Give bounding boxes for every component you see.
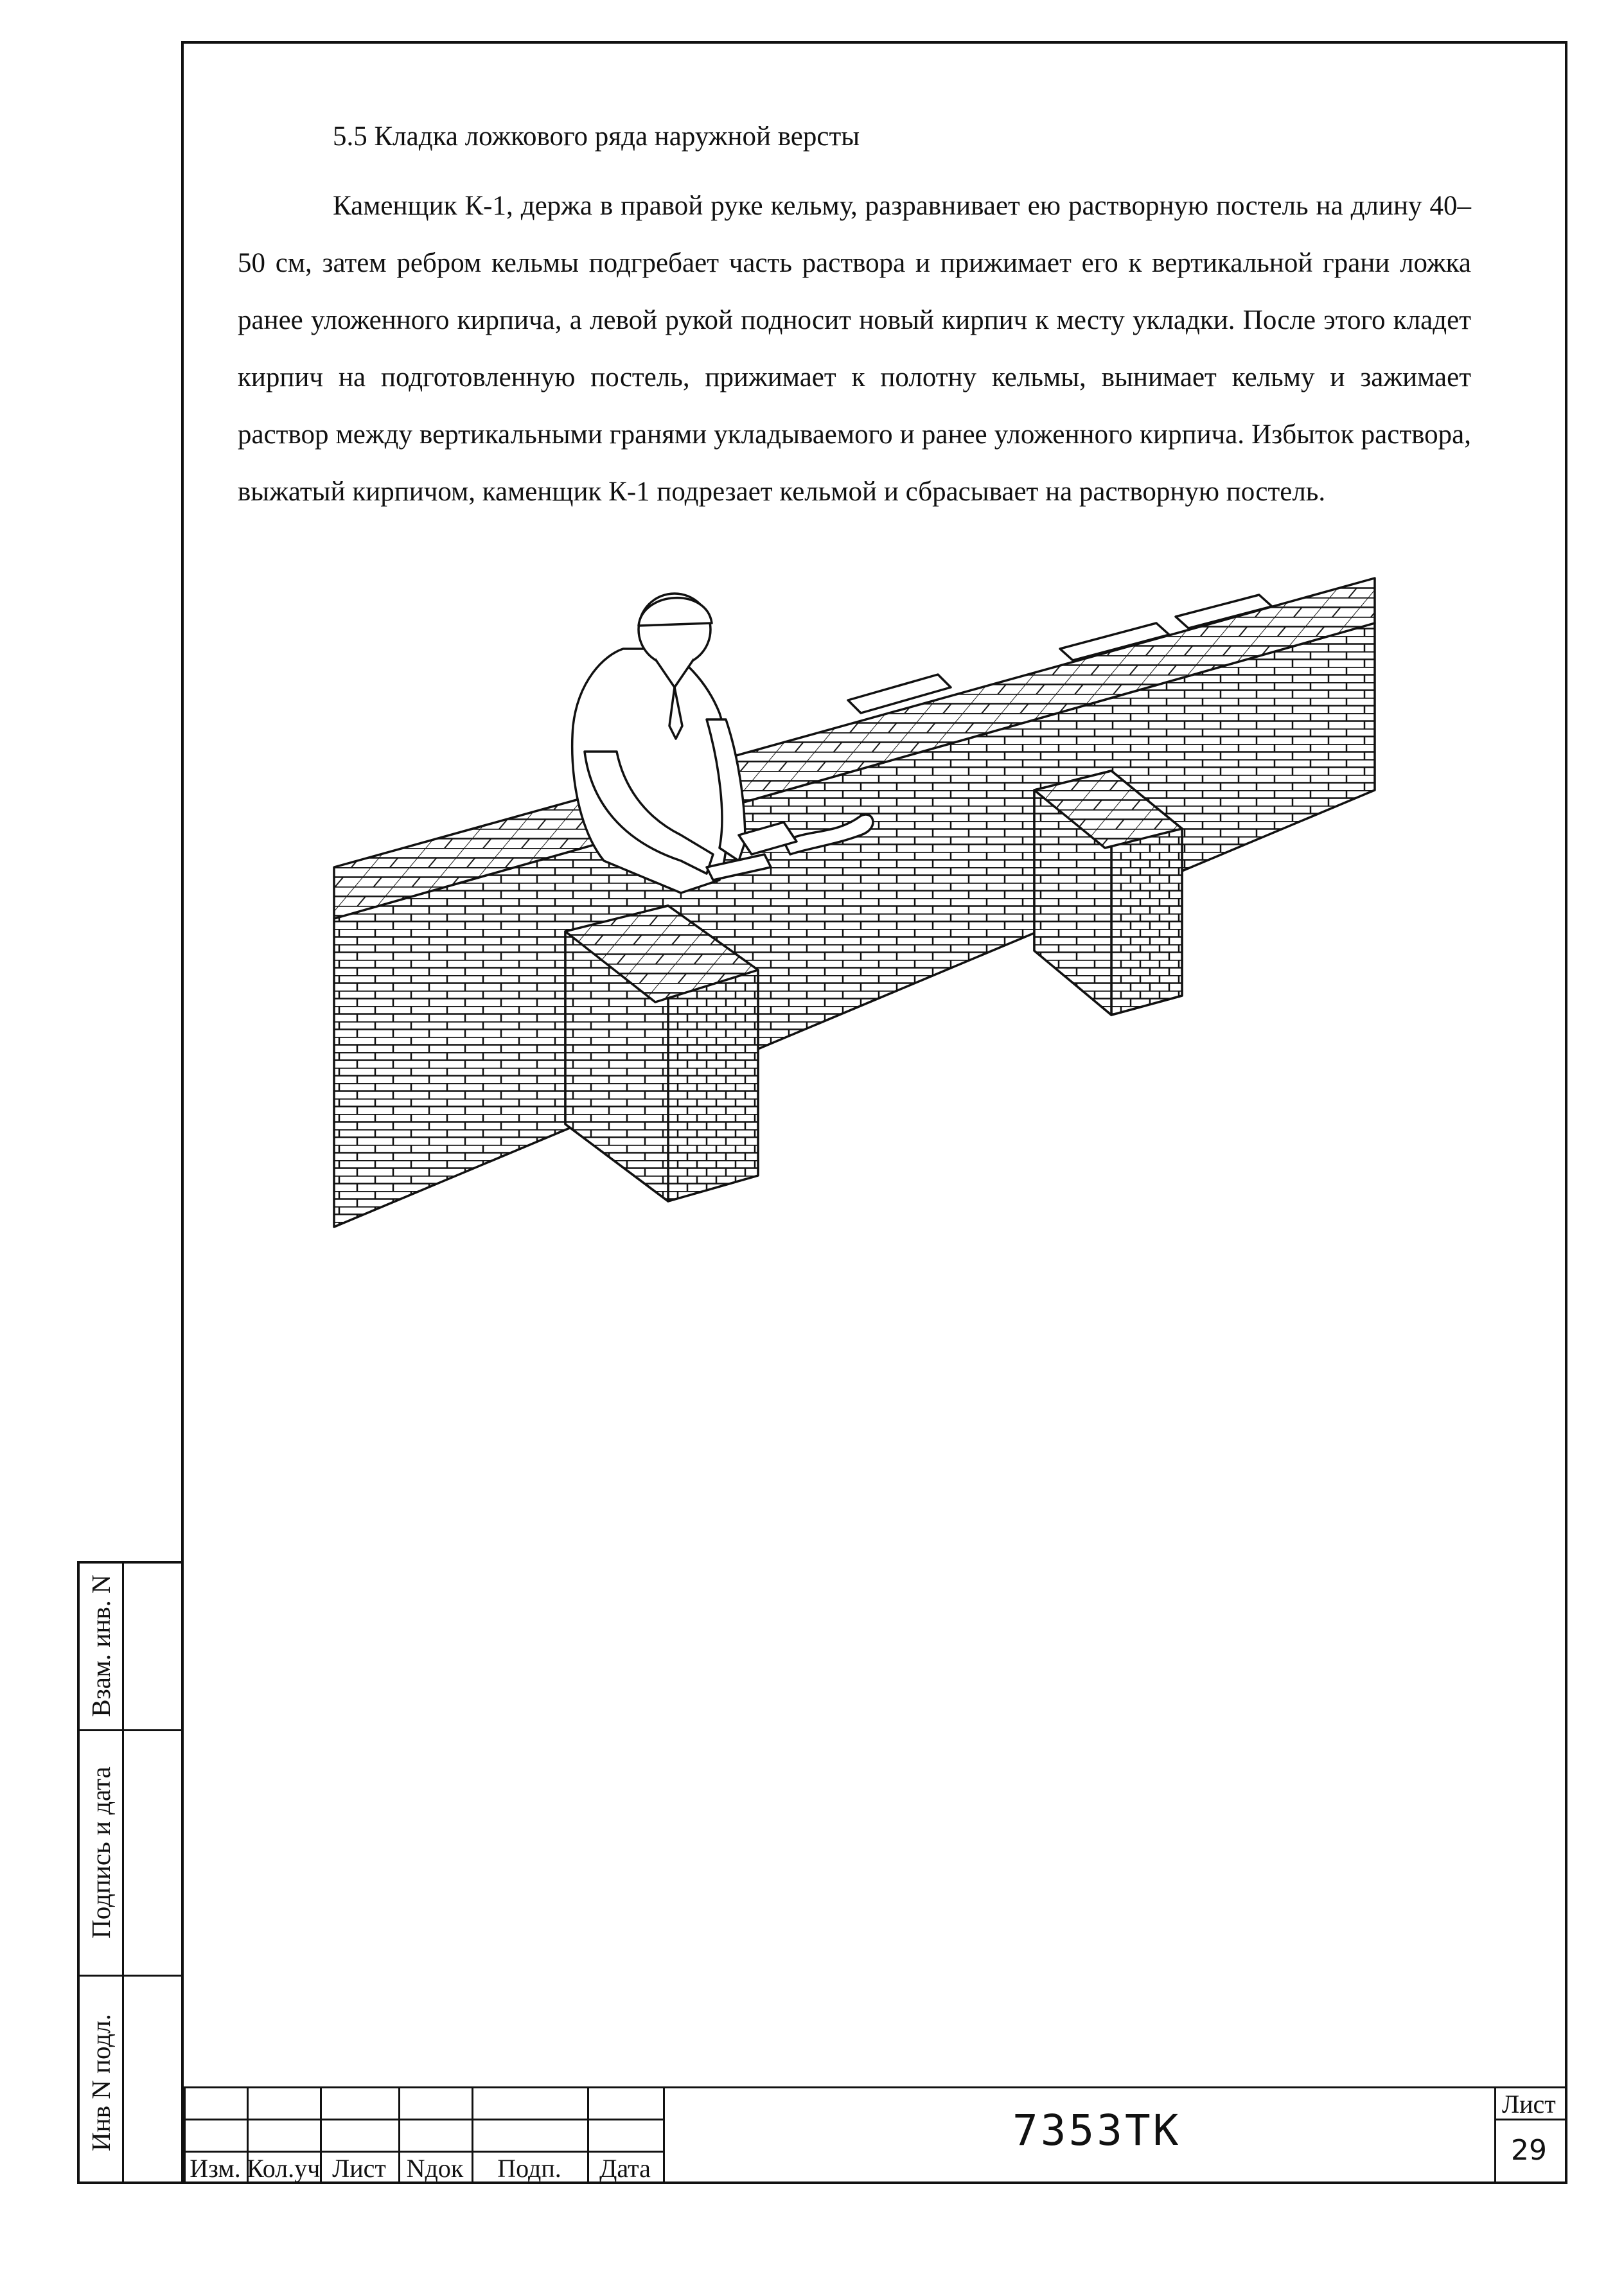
bricklayer-illustration	[321, 559, 1400, 1240]
col-data: Дата	[599, 2154, 651, 2183]
col-list: Лист	[332, 2154, 386, 2183]
col-podp: Подп.	[497, 2154, 561, 2183]
title-block-top-line	[184, 2086, 1565, 2088]
sheet-number: 29	[1511, 2134, 1547, 2167]
title-block	[184, 2086, 1565, 2181]
title-block-col-line	[1494, 2086, 1496, 2181]
section-title: 5.5 Кладка ложкового ряда наружной версты	[333, 121, 860, 152]
side-label-inv-podl: Инв N подл.	[86, 2014, 116, 2151]
col-izm: Изм.	[190, 2154, 241, 2183]
col-kol-uch: Кол.уч	[247, 2154, 321, 2183]
body-paragraph: Каменщик К-1, держа в правой руке кельму, разравнивает ею растворную постель на длину 40–50 см, затем ребром кельмы подгребает часть раствора и прижимает его к вертикальной грани ложка ранее уложенного кирпича, а левой рукой подносит новый кирпич к месту укладки. После этого кладет кирпич на подготовленную постель, прижимает к полотну кельмы, вынимает кельму и зажимает раствор между вертикальными гранями укладываемого и ранее уложенного кирпича. Избыток раствора, выжатый кирпичом, каменщик К-1 подрезает кельмой и сбрасывает на растворную постель.	[238, 191, 1471, 507]
side-stamp-line	[80, 1729, 184, 1731]
side-stamp-divider	[122, 1564, 124, 2181]
document-code: 7353ТК	[1012, 2106, 1181, 2155]
side-label-vzam-inv: Взам. инв. N	[86, 1574, 116, 1717]
sheet-label: Лист	[1502, 2090, 1556, 2119]
title-block-col-line	[663, 2086, 665, 2181]
side-stamp	[77, 1561, 184, 2184]
col-ndok: Nдок	[406, 2154, 464, 2183]
title-block-row-line	[184, 2151, 663, 2153]
side-label-podpis-data: Подпись и дата	[86, 1767, 116, 1939]
side-stamp-line	[80, 1975, 184, 1977]
title-block-row-line	[184, 2119, 663, 2120]
